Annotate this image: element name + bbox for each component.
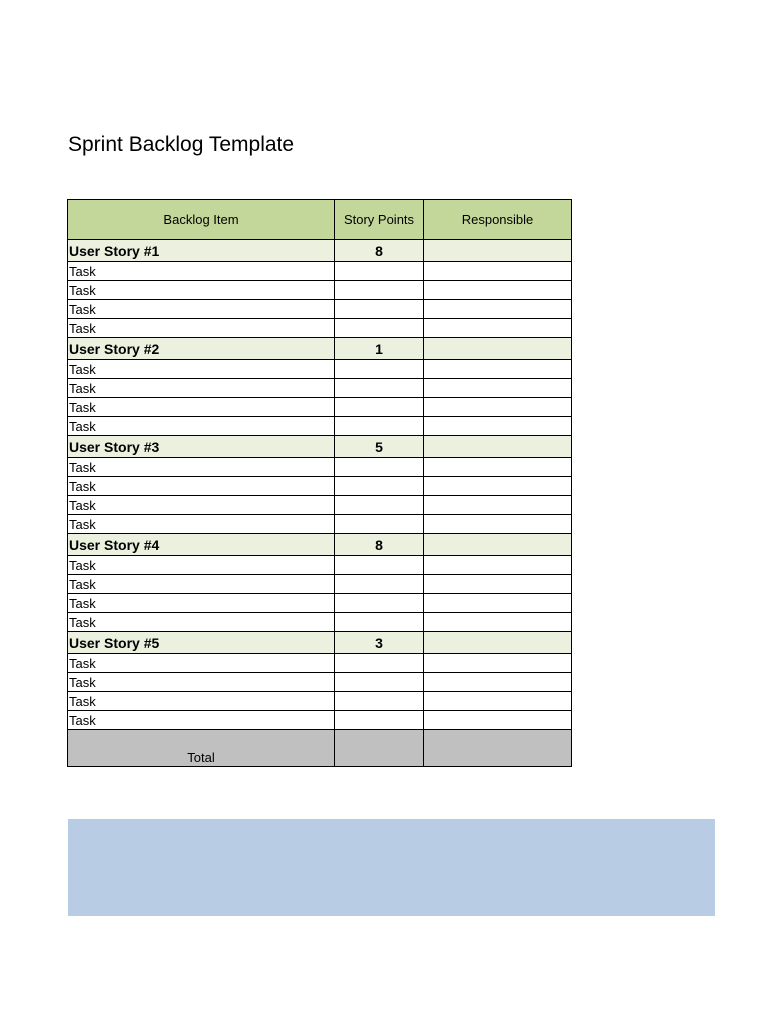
task-row[interactable] — [68, 477, 572, 496]
task-points-cell[interactable] — [335, 575, 424, 594]
total-row — [68, 730, 572, 767]
task-label[interactable]: Task — [68, 613, 335, 632]
task-row[interactable] — [68, 458, 572, 477]
responsible-cell[interactable] — [424, 436, 572, 458]
task-responsible-cell[interactable] — [424, 319, 572, 338]
task-row[interactable] — [68, 673, 572, 692]
task-responsible-cell[interactable] — [424, 398, 572, 417]
story-row[interactable] — [68, 338, 572, 360]
task-label[interactable]: Task — [68, 379, 335, 398]
total-points-cell[interactable] — [335, 730, 424, 767]
task-responsible-cell[interactable] — [424, 711, 572, 730]
task-row[interactable] — [68, 556, 572, 575]
task-points-cell[interactable] — [335, 556, 424, 575]
task-responsible-cell[interactable] — [424, 496, 572, 515]
sprint-backlog-table — [67, 199, 572, 767]
story-row[interactable] — [68, 534, 572, 556]
task-responsible-cell[interactable] — [424, 417, 572, 436]
task-label[interactable]: Task — [68, 496, 335, 515]
task-label[interactable]: Task — [68, 281, 335, 300]
story-label[interactable]: User Story #4 — [68, 534, 335, 556]
task-label[interactable]: Task — [68, 692, 335, 711]
story-label[interactable]: User Story #2 — [68, 338, 335, 360]
task-row[interactable] — [68, 300, 572, 319]
story-points-cell[interactable]: 5 — [335, 436, 424, 458]
task-responsible-cell[interactable] — [424, 262, 572, 281]
story-label[interactable]: User Story #1 — [68, 240, 335, 262]
task-points-cell[interactable] — [335, 319, 424, 338]
task-responsible-cell[interactable] — [424, 594, 572, 613]
task-row[interactable] — [68, 360, 572, 379]
task-row[interactable] — [68, 613, 572, 632]
total-responsible-cell[interactable] — [424, 730, 572, 767]
task-points-cell[interactable] — [335, 417, 424, 436]
task-points-cell[interactable] — [335, 673, 424, 692]
task-points-cell[interactable] — [335, 360, 424, 379]
story-row[interactable] — [68, 240, 572, 262]
task-label[interactable]: Task — [68, 300, 335, 319]
task-label[interactable]: Task — [68, 458, 335, 477]
task-row[interactable] — [68, 515, 572, 534]
task-label[interactable]: Task — [68, 673, 335, 692]
story-label[interactable]: User Story #5 — [68, 632, 335, 654]
page-title: Sprint Backlog Template — [68, 133, 295, 156]
task-responsible-cell[interactable] — [424, 477, 572, 496]
task-points-cell[interactable] — [335, 477, 424, 496]
task-responsible-cell[interactable] — [424, 692, 572, 711]
task-responsible-cell[interactable] — [424, 673, 572, 692]
task-row[interactable] — [68, 654, 572, 673]
task-points-cell[interactable] — [335, 654, 424, 673]
task-label[interactable]: Task — [68, 417, 335, 436]
task-row[interactable] — [68, 379, 572, 398]
task-label[interactable]: Task — [68, 556, 335, 575]
task-responsible-cell[interactable] — [424, 281, 572, 300]
task-label[interactable]: Task — [68, 319, 335, 338]
responsible-cell[interactable] — [424, 338, 572, 360]
task-points-cell[interactable] — [335, 692, 424, 711]
task-responsible-cell[interactable] — [424, 654, 572, 673]
notes-box[interactable] — [68, 819, 715, 916]
header-responsible: Responsible — [424, 200, 572, 240]
task-points-cell[interactable] — [335, 379, 424, 398]
task-label[interactable]: Task — [68, 654, 335, 673]
total-label: Total — [68, 730, 335, 767]
task-row[interactable] — [68, 398, 572, 417]
task-label[interactable]: Task — [68, 360, 335, 379]
task-label[interactable]: Task — [68, 575, 335, 594]
header-backlog-item: Backlog Item — [68, 200, 335, 240]
task-row[interactable] — [68, 281, 572, 300]
task-row[interactable] — [68, 262, 572, 281]
story-points-cell[interactable]: 8 — [335, 240, 424, 262]
task-responsible-cell[interactable] — [424, 556, 572, 575]
task-responsible-cell[interactable] — [424, 300, 572, 319]
task-responsible-cell[interactable] — [424, 515, 572, 534]
responsible-cell[interactable] — [424, 632, 572, 654]
task-responsible-cell[interactable] — [424, 575, 572, 594]
story-points-cell[interactable]: 3 — [335, 632, 424, 654]
story-points-cell[interactable]: 8 — [335, 534, 424, 556]
table-header-row — [68, 200, 572, 240]
responsible-cell[interactable] — [424, 240, 572, 262]
task-label[interactable]: Task — [68, 477, 335, 496]
task-responsible-cell[interactable] — [424, 613, 572, 632]
story-label[interactable]: User Story #3 — [68, 436, 335, 458]
story-row[interactable] — [68, 632, 572, 654]
task-label[interactable]: Task — [68, 262, 335, 281]
task-row[interactable] — [68, 711, 572, 730]
task-points-cell[interactable] — [335, 496, 424, 515]
task-points-cell[interactable] — [335, 613, 424, 632]
task-row[interactable] — [68, 319, 572, 338]
task-row[interactable] — [68, 692, 572, 711]
task-label[interactable]: Task — [68, 594, 335, 613]
task-label[interactable]: Task — [68, 711, 335, 730]
task-points-cell[interactable] — [335, 458, 424, 477]
task-label[interactable]: Task — [68, 515, 335, 534]
task-points-cell[interactable] — [335, 711, 424, 730]
task-row[interactable] — [68, 575, 572, 594]
task-points-cell[interactable] — [335, 281, 424, 300]
task-responsible-cell[interactable] — [424, 458, 572, 477]
task-responsible-cell[interactable] — [424, 360, 572, 379]
story-row[interactable] — [68, 436, 572, 458]
header-story-points: Story Points — [335, 200, 424, 240]
story-points-cell[interactable]: 1 — [335, 338, 424, 360]
task-points-cell[interactable] — [335, 398, 424, 417]
task-label[interactable]: Task — [68, 398, 335, 417]
responsible-cell[interactable] — [424, 534, 572, 556]
task-points-cell[interactable] — [335, 300, 424, 319]
task-responsible-cell[interactable] — [424, 379, 572, 398]
task-points-cell[interactable] — [335, 594, 424, 613]
task-row[interactable] — [68, 594, 572, 613]
task-points-cell[interactable] — [335, 515, 424, 534]
task-row[interactable] — [68, 417, 572, 436]
task-points-cell[interactable] — [335, 262, 424, 281]
task-row[interactable] — [68, 496, 572, 515]
